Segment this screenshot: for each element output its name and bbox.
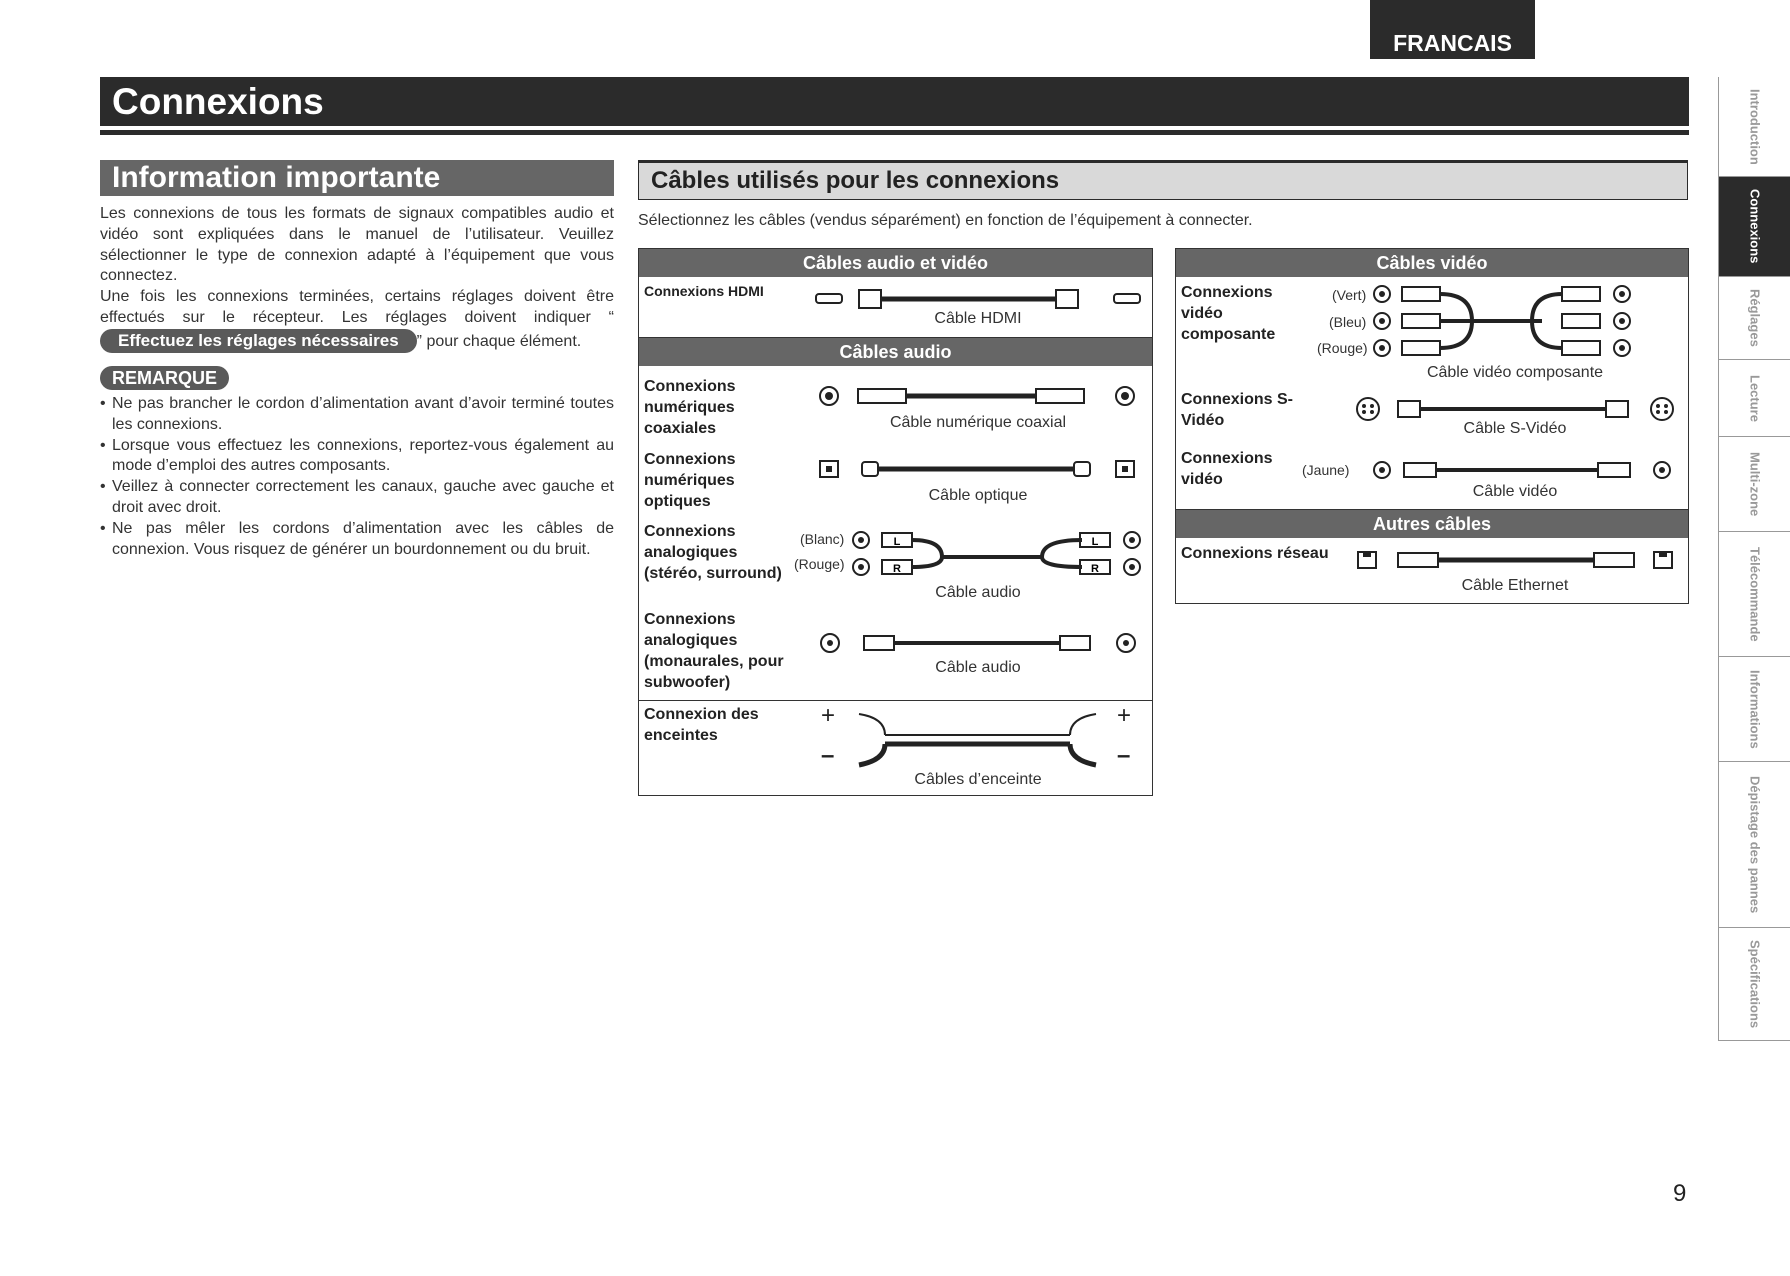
mono-audio-cable-icon: [820, 632, 1140, 656]
hdmi-label: Connexions HDMI: [644, 283, 764, 299]
network-caption: Câble Ethernet: [1461, 577, 1569, 594]
speaker-cable-icon: [855, 710, 1100, 770]
tab-introduction[interactable]: Introduction: [1719, 77, 1790, 177]
component-label: Connexions vidéo composante: [1181, 284, 1276, 343]
left-plug-tag: L: [893, 536, 901, 548]
optical-label: Connexions numériques optiques: [644, 451, 736, 510]
av-band: Câbles audio et vidéo: [639, 249, 1152, 277]
speaker-caption: Câbles d’enceinte: [914, 771, 1042, 788]
audio-band: Câbles audio: [639, 338, 1152, 366]
tab-telecommande[interactable]: Télécommande: [1719, 532, 1790, 657]
red-channel-label: (Rouge): [794, 556, 845, 572]
video-cable-icon: [1372, 459, 1677, 483]
info-paragraph-2: Une fois les connexions terminées, certains réglages doivent être effectués sur le récepteur. Les réglages doivent indiquer “Effectuez les réglages nécessaires ” pour chaque élément.: [100, 287, 614, 353]
tab-informations[interactable]: Informations: [1719, 657, 1790, 762]
analog-mono-caption: Câble audio: [935, 659, 1021, 676]
video-band: Câbles vidéo: [1176, 249, 1688, 277]
optical-cable-icon: [818, 458, 1138, 484]
tab-depistage[interactable]: Dépistage des pannes: [1719, 762, 1790, 928]
plus-terminal-left: +: [821, 702, 836, 729]
note-badge: REMARQUE: [100, 366, 229, 390]
cables-heading: Câbles utilisés pour les connexions: [638, 160, 1688, 200]
note-item: • Veillez à connecter correctement les canaux, gauche avec gauche et droit avec droit.: [100, 477, 614, 519]
other-band: Autres câbles: [1176, 510, 1688, 538]
component-cable-icon: [1372, 284, 1632, 358]
side-navigation: [1718, 77, 1790, 1041]
yellow-channel-label: (Jaune): [1302, 462, 1350, 478]
blue-channel-label: (Bleu): [1329, 314, 1367, 330]
speaker-label: Connexion des enceintes: [644, 706, 759, 744]
tab-lecture[interactable]: Lecture: [1719, 360, 1790, 437]
cables-intro: Sélectionnez les câbles (vendus séparément) en fonction de l’équipement à connecter.: [638, 212, 1253, 229]
tab-connexions[interactable]: Connexions: [1719, 177, 1790, 277]
left-plug-tag: L: [1091, 536, 1099, 548]
title-rule: [100, 130, 1689, 135]
stereo-audio-cable-icon: [852, 530, 1142, 580]
page-title: Connexions: [100, 77, 1689, 126]
right-plug-tag: R: [893, 563, 901, 575]
coax-label: Connexions numériques coaxiales: [644, 378, 736, 437]
settings-pill: Effectuez les réglages nécessaires: [100, 329, 417, 353]
tab-reglages[interactable]: Réglages: [1719, 277, 1790, 360]
right-plug-tag: R: [1091, 563, 1099, 575]
analog-stereo-caption: Câble audio: [935, 584, 1021, 601]
info-heading: Information importante: [100, 160, 614, 196]
video-caption: Câble vidéo: [1472, 483, 1558, 500]
language-tab: FRANCAIS: [1370, 0, 1535, 59]
tab-multi-zone[interactable]: Multi-zone: [1719, 437, 1790, 532]
coax-cable-icon: [818, 384, 1138, 410]
notes-list: [100, 394, 614, 560]
svideo-caption: Câble S-Vidéo: [1463, 420, 1567, 437]
minus-terminal-left: –: [821, 742, 835, 769]
video-label: Connexions vidéo: [1181, 450, 1273, 488]
note-item: • Ne pas mêler les cordons d’alimentation avec les câbles de connexion. Vous risquez de générer un bourdonnement ou du bruit.: [100, 519, 614, 561]
component-caption: Câble vidéo composante: [1426, 364, 1604, 381]
ethernet-cable-icon: [1356, 548, 1676, 574]
green-channel-label: (Vert): [1332, 287, 1367, 303]
note-item: • Lorsque vous effectuez les connexions, reportez-vous également au mode d’emploi des autres composants.: [100, 436, 614, 478]
white-channel-label: (Blanc): [800, 531, 845, 547]
tab-specifications[interactable]: Spécifications: [1719, 928, 1790, 1041]
analog-stereo-label: Connexions analogiques (stéréo, surround): [644, 523, 782, 582]
note-item: • Ne pas brancher le cordon d’alimentation avant d’avoir terminé toutes les connexions.: [100, 394, 614, 436]
analog-mono-label: Connexions analogiques (monaurales, pour subwoofer): [644, 611, 784, 691]
info-paragraph-1: Les connexions de tous les formats de signaux compatibles audio et vidéo sont expliquées dans le manuel de l’utilisateur. Veuillez sélectionner le type de connexion adapté à l’équipement que vous connectez.: [100, 205, 614, 285]
coax-caption: Câble numérique coaxial: [889, 414, 1067, 431]
red-video-channel-label: (Rouge): [1317, 340, 1368, 356]
minus-terminal-right: –: [1117, 742, 1131, 769]
plus-terminal-right: +: [1117, 702, 1132, 729]
hdmi-caption: Câble HDMI: [934, 310, 1022, 327]
svideo-label: Connexions S-Vidéo: [1181, 391, 1294, 429]
network-label: Connexions réseau: [1181, 545, 1329, 562]
optical-caption: Câble optique: [928, 487, 1028, 504]
page-number: 9: [1673, 1180, 1687, 1207]
